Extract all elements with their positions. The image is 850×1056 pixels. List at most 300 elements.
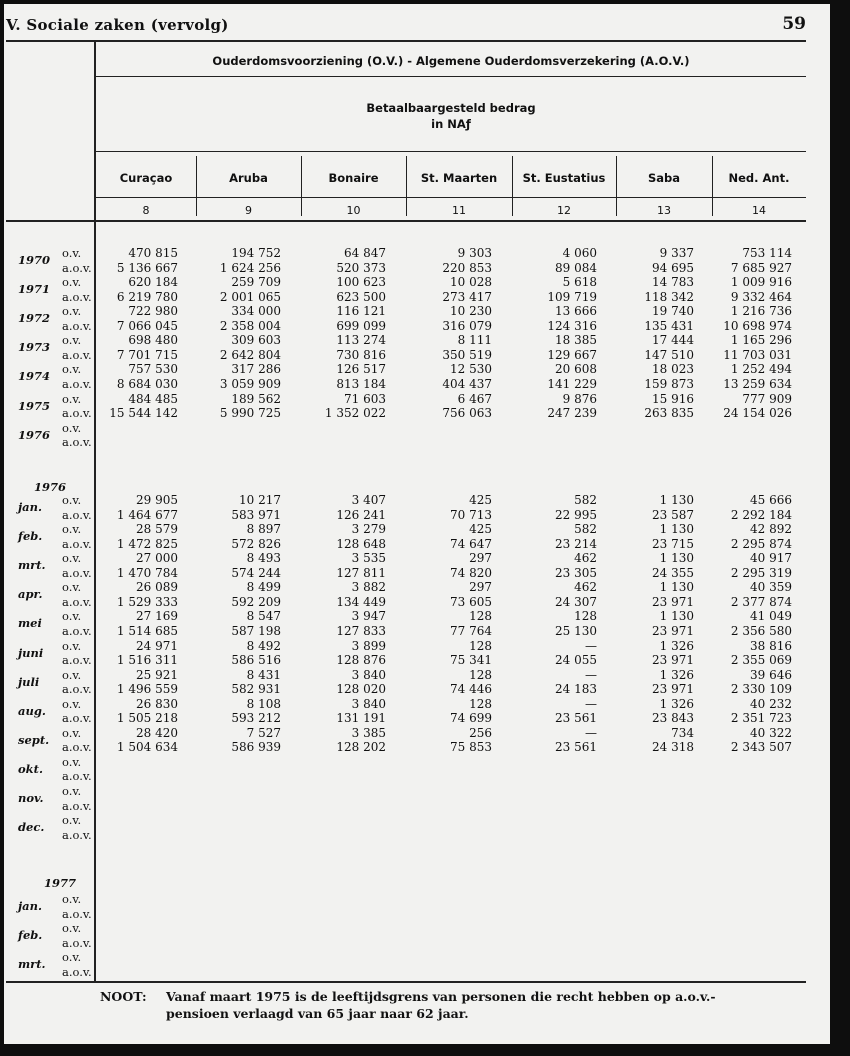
- table-cell: 425: [469, 493, 492, 507]
- table-cell: 1 470 784: [116, 565, 178, 580]
- table-cell: 350 519: [442, 347, 492, 362]
- row-type-aov: a.o.v.: [62, 318, 92, 333]
- table-cell: 141 229: [547, 376, 597, 391]
- table-cell: 3 882: [351, 580, 386, 595]
- table-cell: 10 698 974: [723, 318, 792, 333]
- table-cell: 297: [469, 580, 492, 595]
- table-cell: 334 000: [231, 304, 281, 319]
- table-cell: 23 843: [652, 711, 694, 726]
- table-cell: 9 303: [457, 246, 492, 260]
- table-cell: 23 561: [555, 711, 597, 726]
- table-cell: 134 449: [336, 594, 386, 609]
- period-label: juni: [18, 645, 44, 660]
- period-label: jan.: [18, 500, 42, 514]
- table-cell: 128: [469, 696, 492, 711]
- row-type-ov: o.v.: [62, 696, 82, 711]
- row-type-ov: o.v.: [62, 638, 82, 653]
- table-cell: 128 648: [336, 536, 386, 551]
- table-cell: 699 099: [336, 318, 386, 333]
- period-label: 1976: [18, 427, 51, 442]
- table-cell: 777 909: [742, 391, 792, 406]
- period-label: 1970: [18, 253, 51, 267]
- table-cell: 147 510: [644, 347, 694, 362]
- period-label: mei: [18, 616, 42, 631]
- table-cell: 28 420: [136, 725, 178, 740]
- table-cell: 756 063: [442, 406, 492, 421]
- period-label: 1971: [18, 282, 51, 297]
- sub-header-line1: Betaalbaargesteld bedrag: [366, 101, 536, 115]
- table-cell: 13 259 634: [723, 376, 792, 391]
- table-cell: 8 684 030: [116, 376, 178, 391]
- column-name: Curaçao: [119, 171, 173, 185]
- table-cell: 1 326: [659, 667, 694, 682]
- table-cell: 24 318: [652, 740, 694, 755]
- table-cell: 25 921: [136, 667, 178, 682]
- table-cell: 1 505 218: [116, 711, 178, 726]
- column-name: Ned. Ant.: [728, 171, 790, 185]
- table-cell: 425: [469, 522, 492, 537]
- table-cell: 74 699: [450, 711, 492, 726]
- table-cell: 71 603: [344, 391, 386, 406]
- table-cell: 128 020: [336, 682, 386, 697]
- document-page: [4, 4, 830, 1044]
- row-type-aov: a.o.v.: [62, 682, 92, 697]
- table-cell: 73 605: [450, 594, 492, 609]
- table-cell: 582 931: [231, 682, 281, 697]
- table-cell: 3 059 909: [219, 376, 281, 391]
- main-header-rule: [96, 76, 806, 77]
- table-cell: 23 971: [652, 682, 694, 697]
- table-cell: 74 446: [450, 682, 492, 697]
- row-type-ov: o.v.: [62, 667, 82, 682]
- table-cell: 45 666: [750, 493, 792, 507]
- row-type-ov: o.v.: [62, 275, 82, 290]
- table-cell: 586 939: [231, 740, 281, 755]
- table-cell: 131 191: [336, 711, 386, 726]
- table-cell: 10 217: [239, 493, 281, 507]
- table-cell: 19 740: [652, 304, 694, 319]
- table-cell: 8 547: [246, 609, 281, 624]
- table-cell: 2 351 723: [730, 711, 792, 726]
- year-1977-label: 1977: [44, 876, 77, 890]
- row-type-ov: o.v.: [62, 333, 82, 348]
- row-type-aov: a.o.v.: [62, 289, 92, 304]
- table-cell: 23 587: [652, 507, 694, 522]
- footnote-label: NOOT:: [100, 989, 147, 1004]
- table-cell: 813 184: [336, 376, 386, 391]
- table-cell: 23 561: [555, 740, 597, 755]
- table-cell: 2 642 804: [219, 347, 281, 362]
- table-cell: —: [585, 725, 597, 740]
- table-cell: 3 899: [351, 638, 386, 653]
- table-cell: 8 431: [246, 667, 281, 682]
- sub-header-rule: [96, 151, 806, 152]
- row-type-aov: a.o.v.: [62, 376, 92, 391]
- table-cell: 128 876: [336, 653, 386, 668]
- period-label: feb.: [18, 928, 43, 943]
- table-cell: 113 274: [336, 333, 386, 348]
- table-cell: 582: [574, 493, 597, 507]
- row-type-ov: o.v.: [62, 813, 82, 828]
- period-label: dec.: [18, 820, 45, 835]
- table-cell: 127 811: [336, 565, 386, 580]
- table-cell: 1 472 825: [116, 536, 178, 551]
- table-cell: 623 500: [336, 289, 386, 304]
- period-label: aug.: [18, 703, 46, 718]
- row-type-ov: o.v.: [62, 493, 82, 507]
- table-cell: 593 212: [231, 711, 281, 726]
- column-number: 10: [346, 204, 361, 217]
- table-cell: 17 444: [652, 333, 694, 348]
- table-cell: 583 971: [231, 507, 281, 522]
- table-cell: 259 709: [231, 275, 281, 290]
- table-cell: 1 516 311: [116, 653, 178, 668]
- table-cell: 25 130: [555, 623, 597, 638]
- table-cell: 89 084: [555, 260, 597, 275]
- table-cell: 2 377 874: [730, 594, 792, 609]
- table-cell: 3 947: [351, 609, 386, 624]
- row-type-ov: o.v.: [62, 754, 82, 769]
- table-cell: 620 184: [128, 275, 178, 290]
- table-cell: 18 023: [652, 362, 694, 377]
- table-cell: 297: [469, 551, 492, 566]
- row-type-aov: a.o.v.: [62, 935, 92, 950]
- table-cell: 9 876: [562, 391, 597, 406]
- table-cell: 28 579: [136, 522, 178, 537]
- table-cell: 1 624 256: [219, 260, 281, 275]
- table-cell: 75 341: [450, 653, 492, 668]
- table-cell: 27 169: [136, 609, 178, 624]
- table-cell: 24 183: [555, 682, 597, 697]
- column-number: 14: [752, 204, 766, 217]
- table-cell: 6 467: [457, 391, 492, 406]
- column-number: 11: [452, 204, 466, 217]
- table-cell: 23 214: [555, 536, 597, 551]
- column-number: 8: [142, 204, 150, 217]
- row-type-ov: o.v.: [62, 892, 82, 906]
- table-cell: 3 535: [351, 551, 386, 566]
- table-cell: 462: [574, 580, 597, 595]
- table-cell: 587 198: [231, 623, 281, 638]
- table-cell: 753 114: [742, 246, 792, 260]
- table-cell: 698 480: [128, 333, 178, 348]
- period-label: apr.: [18, 587, 43, 602]
- table-cell: 128 202: [336, 740, 386, 755]
- table-cell: 734: [671, 725, 694, 740]
- table-cell: 100 623: [336, 275, 386, 290]
- table-cell: 1 514 685: [116, 623, 178, 638]
- section-title: V. Sociale zaken (vervolg): [6, 16, 229, 34]
- table-cell: 23 715: [652, 536, 694, 551]
- table-cell: 12 530: [450, 362, 492, 377]
- table-cell: 109 719: [547, 289, 597, 304]
- period-label: 1972: [18, 311, 51, 326]
- table-cell: 1 009 916: [730, 275, 792, 290]
- table-cell: 9 337: [659, 246, 694, 260]
- main-header: Ouderdomsvoorziening (O.V.) - Algemene Ouderdomsverzekering (A.O.V.): [212, 54, 690, 68]
- table-cell: 1 216 736: [730, 304, 792, 319]
- table-cell: 3 407: [351, 493, 386, 507]
- row-type-ov: o.v.: [62, 391, 82, 406]
- table-cell: 2 330 109: [730, 682, 792, 697]
- table-cell: 11 703 031: [723, 347, 792, 362]
- table-cell: 309 603: [231, 333, 281, 348]
- table-cell: 722 980: [128, 304, 178, 319]
- table-cell: 23 971: [652, 653, 694, 668]
- table-cell: 74 647: [450, 536, 492, 551]
- table-cell: 2 358 004: [219, 318, 281, 333]
- table-cell: 29 905: [136, 493, 178, 507]
- row-type-aov: a.o.v.: [62, 711, 92, 726]
- table-cell: 15 916: [652, 391, 694, 406]
- row-type-aov: a.o.v.: [62, 406, 92, 421]
- table-cell: 263 835: [644, 406, 694, 421]
- table-cell: 220 853: [442, 260, 492, 275]
- table-cell: 1 130: [659, 522, 694, 537]
- column-number: 13: [657, 204, 671, 217]
- table-cell: 116 121: [336, 304, 386, 319]
- row-type-ov: o.v.: [62, 246, 82, 260]
- table-cell: 39 646: [750, 667, 792, 682]
- row-type-ov: o.v.: [62, 725, 82, 740]
- row-type-aov: a.o.v.: [62, 435, 92, 450]
- period-label: okt.: [18, 761, 43, 776]
- table-cell: 7 527: [246, 725, 281, 740]
- table-cell: 3 385: [351, 725, 386, 740]
- table-cell: 118 342: [644, 289, 694, 304]
- table-cell: 1 130: [659, 609, 694, 624]
- table-cell: 24 355: [652, 565, 694, 580]
- row-type-aov: a.o.v.: [62, 536, 92, 551]
- table-cell: 22 995: [555, 507, 597, 522]
- table-cell: 40 917: [750, 551, 792, 566]
- table-cell: 40 232: [750, 696, 792, 711]
- row-type-aov: a.o.v.: [62, 507, 92, 522]
- table-cell: 7 701 715: [116, 347, 178, 362]
- table-cell: 24 971: [136, 638, 178, 653]
- table-cell: 26 089: [136, 580, 178, 595]
- row-type-aov: a.o.v.: [62, 769, 92, 784]
- row-type-aov: a.o.v.: [62, 565, 92, 580]
- sub-header-line2: in NAƒ: [431, 117, 471, 131]
- row-type-aov: a.o.v.: [62, 653, 92, 668]
- table-cell: 8 897: [246, 522, 281, 537]
- column-number: 9: [245, 204, 252, 217]
- table-cell: 74 820: [450, 565, 492, 580]
- table-top-rule: [6, 40, 806, 42]
- row-type-aov: a.o.v.: [62, 798, 92, 813]
- table-cell: 18 385: [555, 333, 597, 348]
- table-cell: 3 840: [351, 696, 386, 711]
- table-cell: 23 971: [652, 623, 694, 638]
- table-cell: 40 322: [750, 725, 792, 740]
- period-label: 1974: [18, 369, 51, 384]
- table-cell: 24 154 026: [723, 406, 792, 421]
- table-cell: 10 230: [450, 304, 492, 319]
- table-cell: 582: [574, 522, 597, 537]
- table-cell: 1 326: [659, 638, 694, 653]
- table-cell: 730 816: [336, 347, 386, 362]
- table-cell: 757 530: [128, 362, 178, 377]
- table-cell: —: [585, 667, 597, 682]
- table-cell: 23 971: [652, 594, 694, 609]
- table-cell: 2 001 065: [219, 289, 281, 304]
- table-cell: 10 028: [450, 275, 492, 290]
- table-cell: 41 049: [750, 609, 792, 624]
- row-type-ov: o.v.: [62, 921, 82, 936]
- table-cell: 1 464 677: [116, 507, 178, 522]
- table-cell: 7 685 927: [730, 260, 792, 275]
- table-cell: 64 847: [344, 246, 386, 260]
- column-name: St. Eustatius: [522, 171, 606, 185]
- table-cell: 1 130: [659, 580, 694, 595]
- table-bottom-rule: [6, 981, 806, 983]
- table-cell: 126 241: [336, 507, 386, 522]
- table-cell: 2 355 069: [730, 653, 792, 668]
- table-cell: 1 496 559: [116, 682, 178, 697]
- row-type-aov: a.o.v.: [62, 623, 92, 638]
- period-label: jan.: [18, 899, 42, 913]
- table-cell: 1 504 634: [116, 740, 178, 755]
- table-cell: 159 873: [644, 376, 694, 391]
- table-cell: 5 990 725: [219, 406, 281, 421]
- table-cell: 273 417: [442, 289, 492, 304]
- table-cell: 7 066 045: [116, 318, 178, 333]
- table-cell: 23 305: [555, 565, 597, 580]
- footnote-line1: Vanaf maart 1975 is de leeftijdsgrens van personen die recht hebben op a.o.v.-: [166, 989, 716, 1004]
- table-cell: 2 292 184: [730, 507, 792, 522]
- table-cell: 8 499: [246, 580, 281, 595]
- table-cell: 194 752: [231, 246, 281, 260]
- table-cell: 1 529 333: [116, 594, 178, 609]
- row-type-ov: o.v.: [62, 420, 82, 435]
- table-cell: —: [585, 696, 597, 711]
- row-type-aov: a.o.v.: [62, 594, 92, 609]
- table-cell: 1 130: [659, 493, 694, 507]
- table-cell: 128: [469, 638, 492, 653]
- table-cell: 127 833: [336, 623, 386, 638]
- footnote-line2: pensioen verlaagd van 65 jaar naar 62 jaar.: [166, 1006, 469, 1021]
- period-label: mrt.: [18, 558, 46, 573]
- table-cell: 8 108: [246, 696, 281, 711]
- row-type-ov: o.v.: [62, 522, 82, 537]
- table-cell: 38 816: [750, 638, 792, 653]
- table-cell: 574 244: [231, 565, 281, 580]
- header-bottom-rule: [6, 220, 806, 222]
- table-cell: 15 544 142: [109, 406, 178, 421]
- table-cell: 135 431: [644, 318, 694, 333]
- table-cell: 5 618: [562, 275, 597, 290]
- table-cell: 20 608: [555, 362, 597, 377]
- table-cell: 124 316: [547, 318, 597, 333]
- table-cell: 317 286: [231, 362, 281, 377]
- table-cell: 24 055: [555, 653, 597, 668]
- table-cell: 40 359: [750, 580, 792, 595]
- column-number: 12: [557, 204, 571, 217]
- column-name: Aruba: [229, 171, 268, 185]
- table-cell: 13 666: [555, 304, 597, 319]
- table-cell: 77 764: [450, 623, 492, 638]
- column-name: St. Maarten: [420, 171, 498, 185]
- row-type-ov: o.v.: [62, 551, 82, 566]
- table-cell: 27 000: [136, 551, 178, 566]
- table-cell: 8 493: [246, 551, 281, 566]
- table-cell: 128: [469, 609, 492, 624]
- table-cell: 42 892: [750, 522, 792, 537]
- table-cell: 3 279: [351, 522, 386, 537]
- table-cell: 1 130: [659, 551, 694, 566]
- period-label: 1973: [18, 340, 51, 355]
- colname-rule: [96, 197, 806, 198]
- table-cell: 8 111: [457, 333, 492, 348]
- table-cell: 2 295 874: [730, 536, 792, 551]
- table-cell: 247 239: [547, 406, 597, 421]
- row-type-ov: o.v.: [62, 362, 82, 377]
- table-cell: 1 352 022: [324, 406, 386, 421]
- period-label: 1975: [18, 398, 51, 413]
- table-cell: 128: [469, 667, 492, 682]
- table-cell: 3 840: [351, 667, 386, 682]
- table-cell: 1 165 296: [730, 333, 792, 348]
- row-type-ov: o.v.: [62, 784, 82, 798]
- period-label: sept.: [18, 732, 50, 747]
- table-cell: 70 713: [450, 507, 492, 522]
- row-type-aov: a.o.v.: [62, 347, 92, 362]
- column-name: Bonaire: [328, 171, 379, 185]
- row-type-ov: o.v.: [62, 950, 82, 965]
- table-cell: 26 830: [136, 696, 178, 711]
- table-cell: 9 332 464: [730, 289, 792, 304]
- period-label: juli: [18, 674, 40, 689]
- table-cell: 8 492: [246, 638, 281, 653]
- table-cell: 592 209: [231, 594, 281, 609]
- table-cell: 4 060: [562, 246, 597, 260]
- table-cell: 1 326: [659, 696, 694, 711]
- column-name: Saba: [647, 171, 681, 185]
- row-type-aov: a.o.v.: [62, 740, 92, 755]
- page-number: 59: [782, 14, 806, 34]
- table-cell: 94 695: [652, 260, 694, 275]
- table-cell: 2 343 507: [730, 740, 792, 755]
- table-cell: 484 485: [128, 391, 178, 406]
- row-type-aov: a.o.v.: [62, 964, 92, 979]
- table-cell: 14 783: [652, 275, 694, 290]
- row-type-aov: a.o.v.: [62, 827, 92, 842]
- row-type-ov: o.v.: [62, 609, 82, 624]
- period-label: nov.: [18, 791, 44, 805]
- table-cell: 2 356 580: [730, 623, 792, 638]
- table-cell: 520 373: [336, 260, 386, 275]
- table-cell: 126 517: [336, 362, 386, 377]
- table-cell: 6 219 780: [116, 289, 178, 304]
- table-cell: 404 437: [442, 376, 492, 391]
- table-cell: 75 853: [450, 740, 492, 755]
- row-type-ov: o.v.: [62, 580, 82, 595]
- table-cell: 128: [574, 609, 597, 624]
- table-cell: 316 079: [442, 318, 492, 333]
- table-cell: 189 562: [231, 391, 281, 406]
- row-type-aov: a.o.v.: [62, 260, 92, 275]
- table-cell: 470 815: [128, 246, 178, 260]
- row-type-aov: a.o.v.: [62, 906, 92, 921]
- period-label: mrt.: [18, 957, 46, 972]
- row-type-ov: o.v.: [62, 304, 82, 319]
- table-cell: 572 826: [231, 536, 281, 551]
- table-cell: 129 667: [547, 347, 597, 362]
- table-cell: 1 252 494: [730, 362, 792, 377]
- table-cell: 462: [574, 551, 597, 566]
- table-cell: —: [585, 638, 597, 653]
